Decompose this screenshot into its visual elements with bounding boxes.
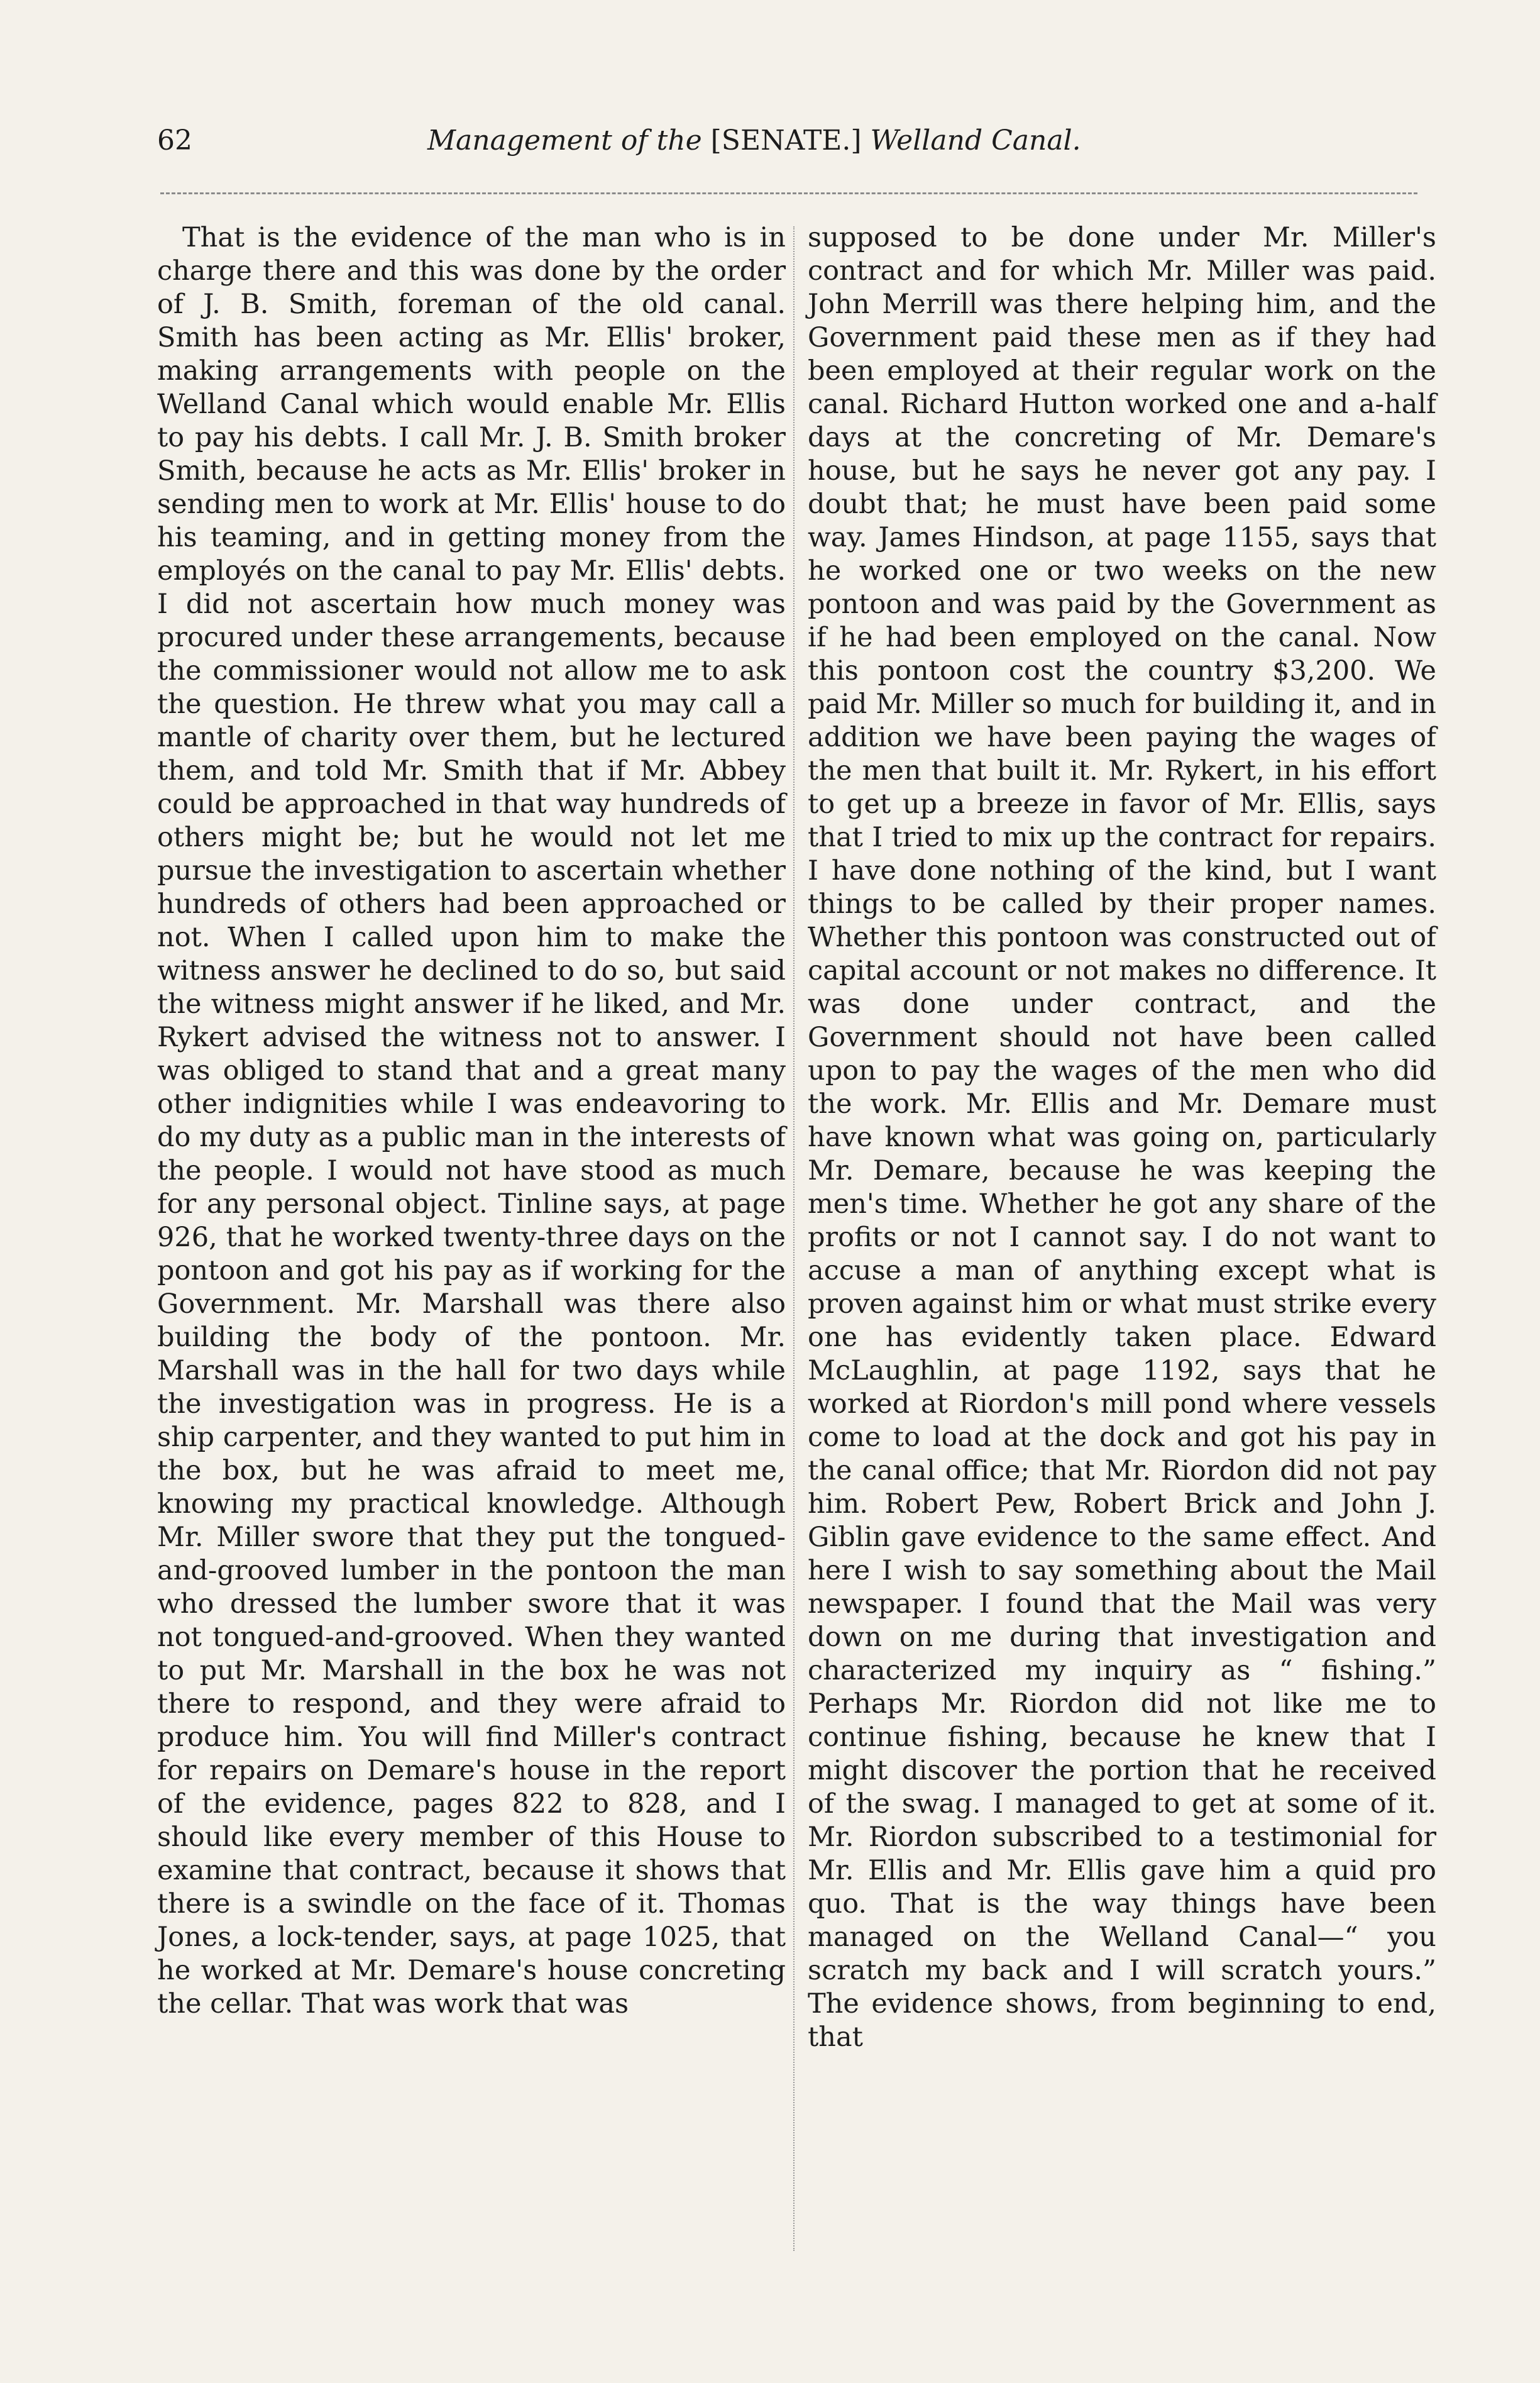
page-header — [157, 119, 1427, 170]
running-title-pre: Management of the — [427, 124, 711, 157]
left-column-text: That is the evidence of the man who is in charge there and this was done by the order of J. B. Smith, foreman of the old canal. Smith has been acting as Mr. Ellis' broker, making arrangements with people on the Welland Canal which would enable Mr. Ellis to pay his debts. I call Mr. J. B. Smith broker Smith, because he acts as Mr. Ellis' broker in sending men to work at Mr. Ellis' house to do his teaming, and in getting money from the employés on the canal to pay Mr. Ellis' debts. I did not ascertain how much money was procured under these arrangements, because the commissioner would not allow me to ask the question. He threw what you may call a mantle of charity over them, but he lectured them, and told Mr. Smith that if Mr. Abbey could be approached in that way hundreds of others might be; but he would not let me pursue the investigation to ascertain whether hundreds of others had been approached or not. When I called upon him to make the witness answer he declined to do so, but said the witness might answer if he liked, and Mr. Rykert advised the witness not to answer. I was obliged to stand that and a great many other indignities while I was endeavoring to do my duty as a public man in the interests of the people. I would not have stood as much for any personal object. Tinline says, at page 926, that he worked twenty-three days on the pontoon and got his pay as if working for the Government. Mr. Marshall was there also building the body of the pontoon. Mr. Marshall was in the hall for two days while the investigation was in progress. He is a ship carpenter, and they wanted to put him in the box, but he was afraid to meet me, knowing my practical knowledge. Although Mr. Miller swore that they put the tongued-and-grooved lumber in the pontoon the man who dressed the lumber swore that it was not tongued-and-grooved. When they wanted to put Mr. Marshall in the box he was not there to respond, and they were afraid to produce him. You will find Miller's contract for repairs on Demare's house in the report of the evidence, pages 822 to 828, and I should like every member of this House to examine that contract, because it shows that there is a swindle on the face of it. Thomas Jones, a lock-tender, says, at page 1025, that he worked at Mr. Demare's house concreting the cellar. That was work that was — [157, 222, 786, 2020]
running-title-senate: [SENATE.] — [710, 124, 862, 157]
right-column — [808, 221, 1436, 2054]
column-divider — [793, 226, 795, 2251]
left-column — [157, 221, 786, 2021]
header-rule — [160, 192, 1417, 194]
running-title-post: Welland Canal. — [861, 124, 1081, 157]
page-number: 62 — [157, 124, 192, 157]
running-title — [427, 124, 1081, 157]
right-column-text: supposed to be done under Mr. Miller's contract and for which Mr. Miller was paid. John Merrill was there helping him, and the Government paid these men as if they had been employed at their regular work on the canal. Richard Hutton worked one and a-half days at the concreting of Mr. Demare's house, but he says he never got any pay. I doubt that; he must have been paid some way. James Hindson, at page 1155, says that he worked one or two weeks on the new pontoon and was paid by the Government as if he had been employed on the canal. Now this pontoon cost the country $3,200. We paid Mr. Miller so much for building it, and in addition we have been paying the wages of the men that built it. Mr. Rykert, in his effort to get up a breeze in favor of Mr. Ellis, says that I tried to mix up the contract for repairs. I have done nothing of the kind, but I want things to be called by their proper names. Whether this pontoon was constructed out of capital account or not makes no difference. It was done under contract, and the Government should not have been called upon to pay the wages of the men who did the work. Mr. Ellis and Mr. Demare must have known what was going on, particularly Mr. Demare, because he was keeping the men's time. Whether he got any share of the profits or not I cannot say. I do not want to accuse a man of anything except what is proven against him or what must strike every one has evidently taken place. Edward McLaughlin, at page 1192, says that he worked at Riordon's mill pond where vessels come to load at the dock and got his pay in the canal office; that Mr. Riordon did not pay him. Robert Pew, Robert Brick and John J. Giblin gave evidence to the same effect. And here I wish to say something about the Mail newspaper. I found that the Mail was very down on me during that investigation and characterized my inquiry as “ fishing.” Perhaps Mr. Riordon did not like me to continue fishing, because he knew that I might discover the portion that he received of the swag. I managed to get at some of it. Mr. Riordon subscribed to a testimonial for Mr. Ellis and Mr. Ellis gave him a quid pro quo. That is the way things have been managed on the Welland Canal—“ you scratch my back and I will scratch yours.” The evidence shows, from beginning to end, that — [808, 222, 1436, 2053]
